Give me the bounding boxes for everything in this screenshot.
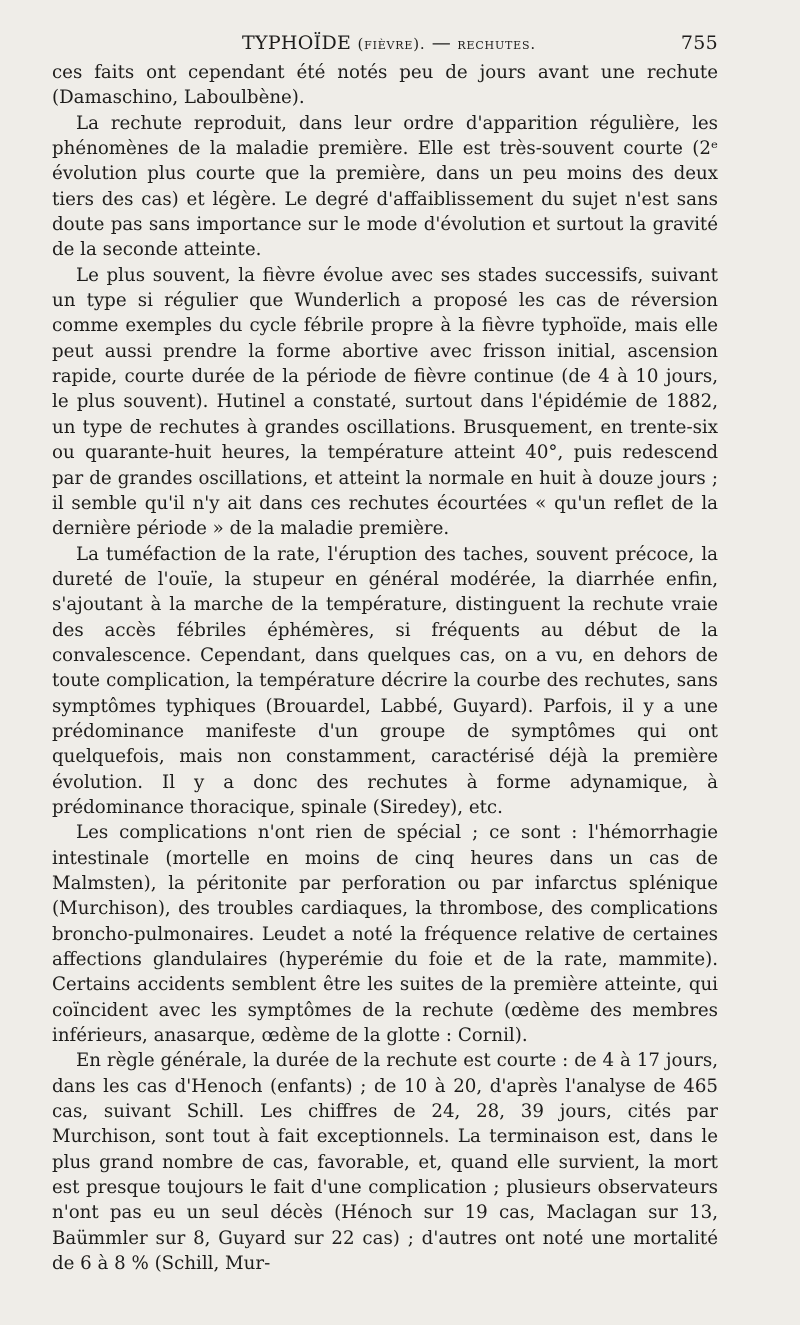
running-title — [242, 30, 536, 57]
paragraph-continuation: ces faits ont cependant été notés peu de jours avant une rechute (Damaschino, Laboulbène). — [52, 62, 718, 109]
paragraph-tumefaction-rate: La tuméfaction de la rate, l'éruption des taches, souvent précoce, la dureté de l'ouïe, la stupeur en général modérée, la diarrhée enfin, s'ajoutant à la marche de la température, distinguent la rechute vraie des accès fébriles éphémères, si fréquents au début de la convalescence. Cependant, dans quelques cas, on a vu, en dehors de toute complication, la température décrire la courbe des rechutes, sans symptômes typhiques (Brouardel, Labbé, Guyard). Parfois, il y a une prédominance manifeste d'un groupe de symptômes qui ont quelquefois, mais non constamment, caractérisé déjà la première évolution. Il y a donc des rechutes à forme adynamique, à prédominance thoracique, spinale (Siredey), etc. — [52, 543, 718, 818]
paragraph-duree-rechute: En règle générale, la durée de la rechute est courte : de 4 à 17 jours, dans les cas d'Henoch (enfants) ; de 10 à 20, d'après l'analyse de 465 cas, suivant Schill. Les chiffres de 24, 28, 39 jours, cités par Murchison, sont tout à fait exceptionnels. La terminaison est, dans le plus grand nombre de cas, favorable, et, quand elle survient, la mort est presque toujours le fait d'une complication ; plusieurs observateurs n'ont pas eu un seul décès (Hénoch sur 19 cas, Maclagan sur 13, Baümmler sur 8, Guyard sur 22 cas) ; d'autres ont noté une mortalité de 6 à 8 % (Schill, Mur- — [52, 1050, 718, 1275]
paragraph-fievre-evolue: Le plus souvent, la fièvre évolue avec ses stades successifs, suivant un type si régulier que Wunderlich a proposé les cas de réversion comme exemples du cycle fébrile propre à la fièvre typhoïde, mais elle peut aussi prendre la forme abortive avec frisson initial, ascension rapide, courte durée de la période de fièvre continue (de 4 à 10 jours, le plus souvent). Hutinel a constaté, surtout dans l'épidémie de 1882, un type de rechutes à grandes oscillations. Brusquement, en trente-six ou quarante-huit heures, la température atteint 40°, puis redescend par de grandes oscillations, et atteint la normale en huit à douze jours ; il semble qu'il n'y ait dans ces rechutes écourtées « qu'un reflet de la dernière période » de la maladie première. — [52, 264, 718, 540]
title-paren: (fièvre). — [357, 35, 426, 53]
body-text — [52, 60, 718, 1277]
paragraph-complications: Les complications n'ont rien de spécial ; ce sont : l'hémorrhagie intestinale (mortelle en moins de cinq heures dans un cas de Malmsten), la péritonite par perforation ou par infarctus splénique (Murchison), des troubles cardiaques, la thrombose, des complications broncho-pulmonaires. Leudet a noté la fréquence relative de certaines affections glandulaires (hyperémie du foie et de la rate, mammite). Certains accidents semblent être les suites de la première atteinte, qui coïncident avec les symptômes de la rechute (œdème des membres inférieurs, anasarque, œdème de la glotte : Cornil). — [52, 822, 718, 1047]
title-main: TYPHOÏDE — [242, 32, 352, 54]
page-number: 755 — [680, 32, 718, 54]
paragraph-rechute-reproduit: La rechute reproduit, dans leur ordre d'apparition régulière, les phénomènes de la maladie première. Elle est très-souvent courte (2ᵉ évolution plus courte que la première, dans un peu moins des deux tiers des cas) et légère. Le degré d'affaiblissement du sujet n'est sans doute pas sans importance sur le mode d'évolution et surtout la gravité de la seconde atteinte. — [52, 112, 718, 261]
title-section: rechutes. — [457, 35, 536, 53]
running-header — [52, 30, 718, 56]
title-separator: — — [425, 32, 458, 54]
